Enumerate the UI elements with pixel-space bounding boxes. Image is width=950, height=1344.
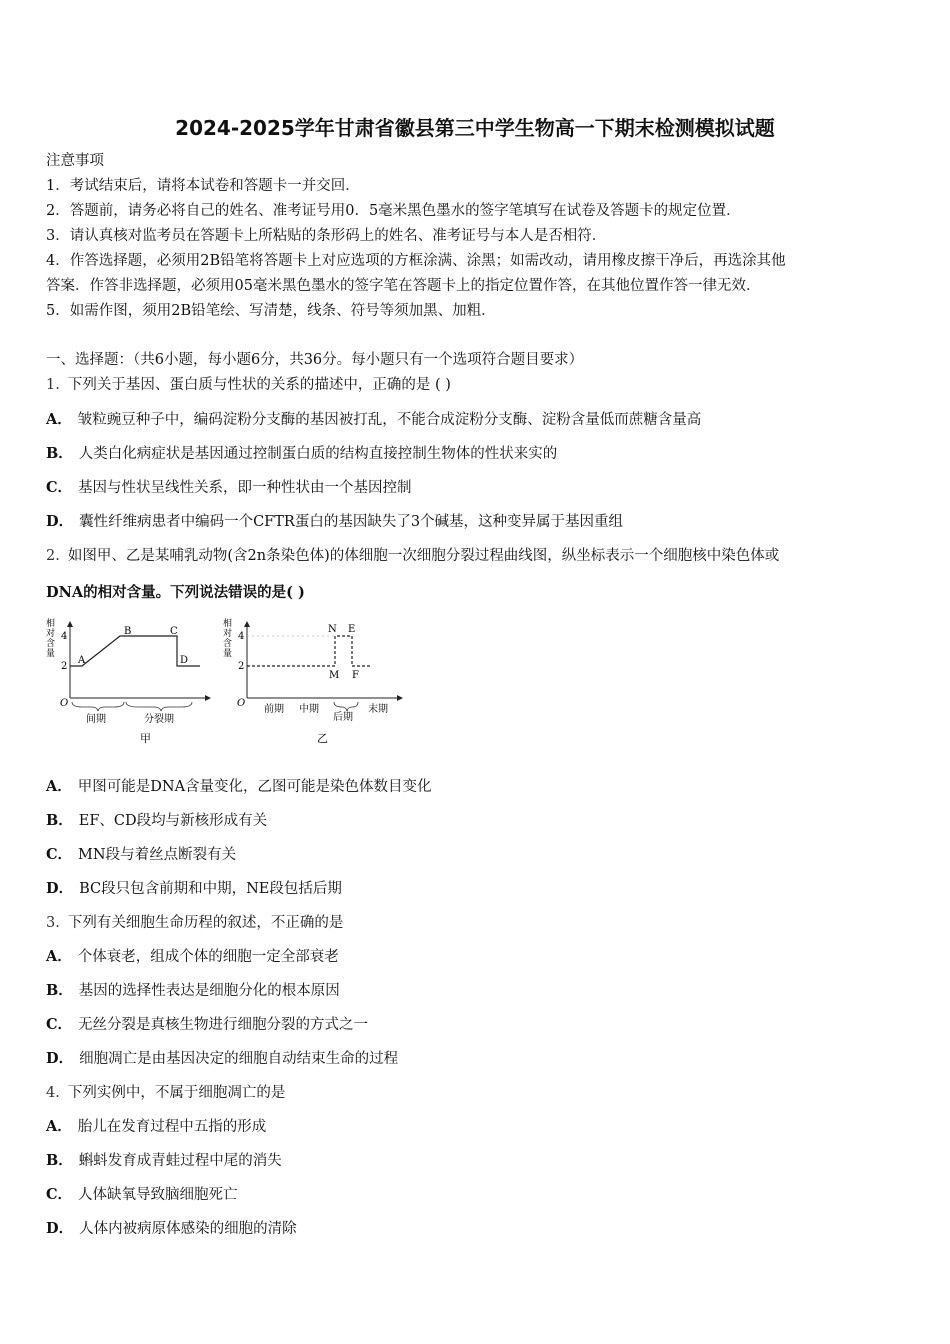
q4-option-b <box>46 1151 282 1171</box>
question-4-stem: 下列实例中，不属于细胞凋亡的是 <box>67 1085 286 1101</box>
yi-tick-4: 4 <box>238 631 245 642</box>
option-text: 囊性纤维病患者中编码一个CFTR蛋白的基因缺失了3个碱基，这种变异属于基因重组 <box>79 514 624 530</box>
option-text: 胎儿在发育过程中五指的形成 <box>77 1119 267 1135</box>
exam-title: 2024-2025学年甘肃省徽县第三中学生物高一下期末检测模拟试题 <box>175 116 775 140</box>
q2-option-c <box>46 845 236 865</box>
yi-phase-metaphase: 中期 <box>299 704 319 715</box>
q2-option-d <box>46 879 342 899</box>
option-label: D． <box>46 1050 74 1067</box>
option-label: B． <box>46 445 73 462</box>
notice-item-4-cont: 答案．作答非选择题，必须用05毫米黑色墨水的签字笔在答题卡上的指定位置作答，在其他位置作答一律无效． <box>46 278 761 294</box>
question-2-number: 2. <box>46 548 60 564</box>
q3-option-c <box>46 1015 368 1035</box>
yi-ylabel-1: 相 <box>223 619 233 629</box>
q4-option-a <box>46 1117 266 1137</box>
option-label: B． <box>46 982 73 999</box>
q3-option-d <box>46 1049 398 1069</box>
option-label: D． <box>46 513 74 530</box>
yi-caption: 乙 <box>317 732 328 745</box>
question-4 <box>46 1083 285 1103</box>
jia-point-b: B <box>124 626 132 637</box>
option-label: C． <box>46 1016 73 1033</box>
option-label: C． <box>46 479 73 496</box>
option-text: EF、CD段均与新核形成有关 <box>78 813 268 829</box>
option-text: 个体衰老，组成个体的细胞一定全部衰老 <box>77 949 339 965</box>
question-3-stem: 下列有关细胞生命历程的叙述，不正确的是 <box>67 915 344 931</box>
option-text: 皱粒豌豆种子中，编码淀粉分支酶的基因被打乱，不能合成淀粉分支酶、淀粉含量低而蔗糖含量高 <box>77 412 702 428</box>
notice-item-3: 3．请认真核对监考员在答题卡上所粘贴的条形码上的姓名、准考证号与本人是否相符． <box>46 228 607 244</box>
option-text: 人类白化病症状是基因通过控制蛋白质的结构直接控制生物体的性状来实的 <box>78 446 558 462</box>
jia-brace-division <box>126 702 192 711</box>
jia-tick-2: 2 <box>61 661 68 672</box>
notice-item-2: 2．答题前，请务必将自己的姓名、准考证号用0．5毫米黑色墨水的签字笔填写在试卷及答题卡的规定位置． <box>46 203 741 219</box>
q1-option-d <box>46 512 623 532</box>
question-2 <box>46 546 779 566</box>
notice-item-5: 5．如需作图，须用2B铅笔绘、写清楚，线条、符号等须加黑、加粗． <box>46 303 496 319</box>
option-text: 基因与性状呈线性关系，即一种性状由一个基因控制 <box>78 480 412 496</box>
jia-ylabel-4: 量 <box>46 649 56 659</box>
yi-phase-prophase: 前期 <box>264 704 284 715</box>
jia-ylabel-3: 含 <box>46 639 56 649</box>
jia-ylabel-2: 对 <box>46 629 56 639</box>
option-label: A． <box>46 778 72 795</box>
q2-option-b <box>46 811 267 831</box>
option-label: A． <box>46 948 72 965</box>
yi-ylabel-3: 含 <box>223 639 233 649</box>
section-heading: 一、选择题：（共6小题，每小题6分，共36分。每小题只有一个选项符合题目要求） <box>46 352 584 368</box>
question-2-stem-cont: DNA的相对含量。下列说法错误的是( ) <box>46 584 305 601</box>
option-label: A． <box>46 1118 72 1135</box>
option-text: MN段与着丝点断裂有关 <box>78 847 237 863</box>
notice-item-1: 1．考试结束后，请将本试卷和答题卡一并交回． <box>46 178 360 194</box>
jia-phase-interphase: 间期 <box>86 714 106 725</box>
graph-yi <box>223 617 402 745</box>
question-1 <box>46 375 451 395</box>
option-label: D． <box>46 1220 74 1237</box>
question-1-number: 1. <box>46 377 60 393</box>
option-label: B． <box>46 1152 73 1169</box>
option-text: 基因的选择性表达是细胞分化的根本原因 <box>78 983 340 999</box>
jia-point-c: C <box>170 626 178 637</box>
jia-tick-4: 4 <box>61 631 68 642</box>
q1-option-a <box>46 410 701 430</box>
option-text: 人体缺氧导致脑细胞死亡 <box>78 1187 238 1203</box>
q2-option-a <box>46 777 432 797</box>
q3-option-b <box>46 981 340 1001</box>
cell-division-figure <box>42 614 412 753</box>
jia-point-a: A <box>78 655 86 666</box>
yi-ylabel-4: 量 <box>223 649 233 659</box>
question-2-stem: 如图甲、乙是某哺乳动物(含2n条染色体)的体细胞一次细胞分裂过程曲线图，纵坐标表示一个细胞核中染色体或 <box>67 548 780 564</box>
yi-point-e: E <box>348 624 356 635</box>
question-1-stem: 下列关于基因、蛋白质与性状的关系的描述中，正确的是 ( ) <box>67 377 451 393</box>
q4-option-d <box>46 1219 297 1239</box>
q3-option-a <box>46 947 339 967</box>
option-label: B． <box>46 812 73 829</box>
option-label: C． <box>46 1186 73 1203</box>
option-label: C． <box>46 846 73 863</box>
jia-brace-interphase <box>72 702 124 711</box>
option-text: 人体内被病原体感染的细胞的清除 <box>79 1221 297 1237</box>
option-label: D． <box>46 880 74 897</box>
yi-tick-2: 2 <box>238 661 245 672</box>
option-text: BC段只包含前期和中期，NE段包括后期 <box>79 881 342 897</box>
yi-curve <box>247 636 372 666</box>
yi-brace-anaphase <box>334 702 358 711</box>
question-3-number: 3. <box>46 915 60 931</box>
jia-phase-division: 分裂期 <box>144 714 174 725</box>
graph-jia <box>46 617 210 745</box>
option-text: 细胞凋亡是由基因决定的细胞自动结束生命的过程 <box>79 1051 399 1067</box>
yi-point-f: F <box>352 670 359 681</box>
notice-item-4: 4．作答选择题，必须用2B铅笔将答题卡上对应选项的方框涂满、涂黑；如需改动，请用橡皮擦干净后，再选涂其他 <box>46 253 786 269</box>
question-4-number: 4. <box>46 1085 60 1101</box>
q1-option-c <box>46 478 412 498</box>
jia-ylabel-1: 相 <box>46 619 56 629</box>
yi-phase-anaphase: 后期 <box>333 712 353 723</box>
option-text: 蝌蚪发育成青蛙过程中尾的消失 <box>78 1153 282 1169</box>
jia-point-d: D <box>180 655 189 666</box>
q4-option-c <box>46 1185 238 1205</box>
yi-ylabel-2: 对 <box>223 629 233 639</box>
option-label: A． <box>46 411 72 428</box>
yi-phase-telophase: 末期 <box>368 704 388 715</box>
jia-caption: 甲 <box>140 732 151 745</box>
question-3 <box>46 913 343 933</box>
yi-point-m: M <box>329 670 340 681</box>
yi-origin: O <box>237 698 246 709</box>
jia-origin: O <box>60 698 69 709</box>
notice-heading: 注意事项 <box>46 153 104 169</box>
figure-svg <box>42 614 412 749</box>
option-text: 无丝分裂是真核生物进行细胞分裂的方式之一 <box>78 1017 369 1033</box>
option-text: 甲图可能是DNA含量变化，乙图可能是染色体数目变化 <box>77 779 432 795</box>
yi-point-n: N <box>328 624 337 635</box>
q1-option-b <box>46 444 557 464</box>
